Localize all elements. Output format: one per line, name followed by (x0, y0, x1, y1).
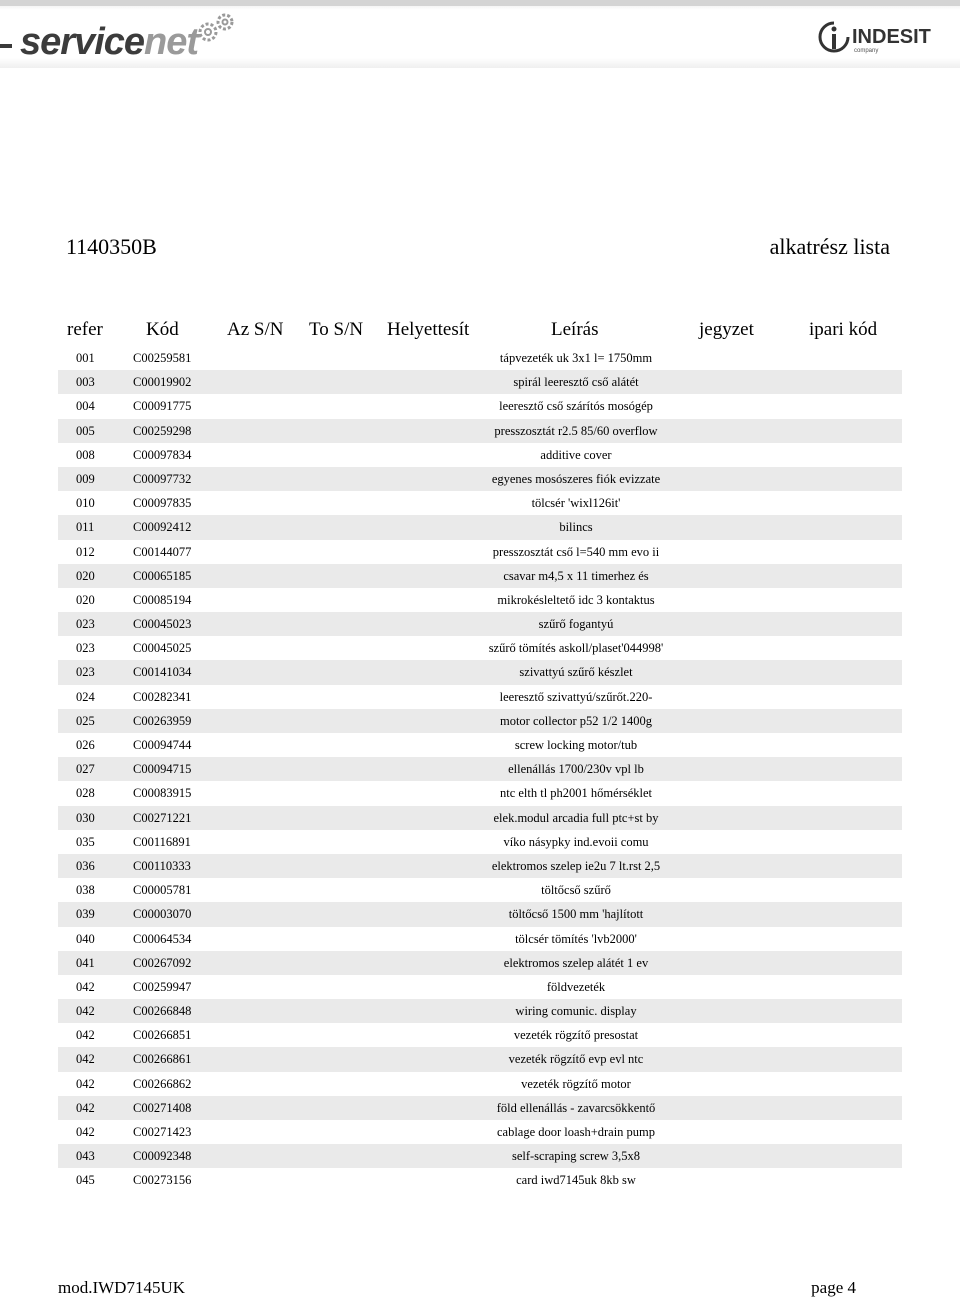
row-part-code: C00266851 (133, 1028, 192, 1043)
row-description: elektromos szelep alátét 1 ev (503, 955, 649, 970)
row-ref: 030 (76, 810, 95, 825)
row-part-code: C00141034 (133, 665, 192, 680)
row-ref: 025 (76, 713, 95, 728)
table-row (58, 709, 902, 733)
row-description: presszosztát r2.5 85/60 overflow (494, 423, 658, 438)
row-part-code: C00271221 (133, 810, 192, 825)
row-description: föld ellenállás - zavarcsökkentő (496, 1100, 656, 1115)
row-description: szűrő tömítés askoll/plaset'044998' (488, 641, 664, 656)
row-part-code: C00045023 (133, 617, 192, 632)
row-ref: 040 (76, 931, 95, 946)
servicenet-logo (20, 14, 198, 64)
page-number: page 4 (811, 1278, 856, 1297)
row-ref: 010 (76, 496, 95, 511)
row-part-code: C00259581 (133, 351, 192, 365)
header-banner (0, 0, 960, 68)
row-ref: 005 (76, 423, 95, 438)
table-row (58, 346, 902, 370)
row-description: vezeték rögzítő motor (521, 1076, 631, 1091)
row-description: töltőcső szűrő (541, 883, 611, 898)
col-header-ipari-kod: ipari kód (809, 319, 878, 340)
table-row (58, 394, 902, 418)
indesit-mark-icon (818, 20, 850, 56)
col-header-kod: Kód (146, 319, 179, 340)
table-row (58, 854, 902, 878)
row-part-code: C00003070 (133, 907, 192, 922)
table-row (58, 1120, 902, 1144)
row-description: bilincs (559, 520, 593, 535)
row-part-code: C00045025 (133, 641, 192, 656)
row-ref: 042 (76, 1100, 95, 1115)
col-header-helyettesit: Helyettesít (387, 319, 470, 340)
banner-dash (0, 44, 12, 48)
row-ref: 042 (76, 1125, 95, 1139)
row-description: töltőcső 1500 mm 'hajlított (508, 907, 644, 922)
row-description: mikrokésleltető idc 3 kontaktus (497, 592, 655, 607)
logo-text-net: net (144, 21, 199, 63)
table-row (58, 491, 902, 515)
row-part-code: C00005781 (133, 883, 192, 898)
table-row (58, 830, 902, 854)
row-ref: 026 (76, 738, 95, 752)
row-ref: 023 (76, 617, 95, 632)
banner-top-line (0, 0, 960, 6)
row-description: vezeték rögzítő presostat (513, 1028, 639, 1043)
table-row (58, 419, 902, 443)
table-row (58, 951, 902, 975)
table-row (58, 685, 902, 709)
row-ref: 024 (76, 689, 95, 704)
row-ref: 045 (76, 1173, 95, 1188)
row-part-code: C00064534 (133, 931, 192, 946)
table-row (58, 515, 902, 539)
table-row (58, 636, 902, 660)
row-ref: 003 (76, 375, 95, 390)
row-part-code: C00092412 (133, 520, 192, 535)
row-part-code: C00273156 (133, 1173, 192, 1188)
row-description: additive cover (540, 447, 612, 462)
table-row (58, 878, 902, 902)
row-part-code: C00259947 (133, 979, 192, 994)
row-description: ntc elth tl ph2001 hőmérséklet (499, 786, 653, 801)
table-row (58, 806, 902, 830)
row-part-code: C00259298 (133, 423, 192, 438)
table-row (58, 781, 902, 805)
row-description: elek.modul arcadia full ptc+st by (493, 810, 659, 825)
row-description: tölcsér tömítés 'lvb2000' (515, 931, 637, 946)
row-part-code: C00097835 (133, 496, 192, 511)
row-part-code: C00065185 (133, 568, 192, 583)
row-description: screw locking motor/tub (514, 738, 638, 752)
table-row (58, 588, 902, 612)
table-row (58, 999, 902, 1023)
row-description: motor collector p52 1/2 1400g (499, 713, 653, 728)
row-description: leeresztő szivattyú/szűrőt.220- (499, 689, 653, 704)
row-part-code: C00097834 (133, 447, 192, 462)
table-row (58, 612, 902, 636)
row-ref: 039 (76, 907, 95, 922)
row-description: wiring comunic. display (515, 1004, 637, 1019)
row-description: presszosztát cső l=540 mm evo ii (492, 544, 660, 559)
row-part-code: C00266862 (133, 1076, 192, 1091)
row-part-code: C00083915 (133, 786, 192, 801)
row-ref: 009 (76, 471, 95, 486)
col-header-leiras: Leírás (551, 319, 599, 340)
row-description: ellenállás 1700/230v vpl lb (508, 762, 644, 777)
row-description: spirál leeresztő cső alátét (513, 375, 639, 390)
row-description: card iwd7145uk 8kb sw (516, 1173, 636, 1188)
col-header-jegyzet: jegyzet (699, 319, 754, 340)
row-ref: 012 (76, 544, 95, 559)
row-description: csavar m4,5 x 11 timerhez és (503, 568, 649, 583)
model-label: mod.IWD7145UK (58, 1278, 186, 1297)
row-ref: 020 (76, 568, 95, 583)
row-part-code: C00271408 (133, 1100, 192, 1115)
row-ref: 038 (76, 883, 95, 898)
row-part-code: C00091775 (133, 399, 192, 414)
row-ref: 023 (76, 641, 95, 656)
table-row (58, 467, 902, 491)
row-description: földvezeték (546, 979, 606, 994)
indesit-wordmark: INDESIT (852, 26, 931, 48)
col-header-to-sn: To S/N (309, 319, 364, 340)
row-ref: 041 (76, 955, 95, 970)
table-row (58, 902, 902, 926)
row-ref: 042 (76, 979, 95, 994)
row-ref: 042 (76, 1052, 95, 1067)
row-ref: 001 (76, 351, 95, 365)
table-row (58, 660, 902, 684)
row-ref: 027 (76, 762, 95, 777)
row-ref: 036 (76, 858, 95, 873)
table-row (58, 1096, 902, 1120)
row-ref: 042 (76, 1076, 95, 1091)
row-ref: 042 (76, 1004, 95, 1019)
row-part-code: C00282341 (133, 689, 192, 704)
table-row (58, 370, 902, 394)
table-row (58, 1144, 902, 1168)
row-description: self-scraping screw 3,5x8 (511, 1149, 641, 1164)
row-description: elektromos szelep ie2u 7 lt.rst 2,5 (491, 858, 661, 873)
row-ref: 028 (76, 786, 95, 801)
logo-text-service: service (20, 21, 145, 63)
gears-icon (196, 12, 238, 46)
table-row (58, 443, 902, 467)
row-part-code: C00144077 (133, 544, 192, 559)
indesit-company-label: company (854, 48, 879, 54)
document-id: 1140350B (66, 234, 157, 259)
row-description: víko násypky ind.evoii comu (503, 834, 649, 849)
row-ref: 008 (76, 447, 95, 462)
row-part-code: C00116891 (133, 834, 191, 849)
row-description: szűrő fogantyú (538, 617, 614, 632)
table-row (58, 1072, 902, 1096)
col-header-az-sn: Az S/N (227, 319, 284, 340)
table-row (58, 757, 902, 781)
parts-table (58, 346, 902, 1193)
row-description: egyenes mosószeres fiók evizzate (491, 471, 661, 486)
indesit-logo (818, 20, 940, 60)
row-part-code: C00085194 (133, 592, 192, 607)
row-part-code: C00263959 (133, 713, 192, 728)
row-ref: 023 (76, 665, 95, 680)
table-row (58, 975, 902, 999)
row-part-code: C00097732 (133, 471, 192, 486)
row-part-code: C00267092 (133, 955, 192, 970)
table-row (58, 1168, 902, 1192)
row-ref: 042 (76, 1028, 95, 1043)
row-part-code: C00271423 (133, 1125, 192, 1139)
table-row (58, 927, 902, 951)
row-description: tölcsér 'wixl126it' (531, 496, 621, 511)
table-row (58, 540, 902, 564)
row-part-code: C00266861 (133, 1052, 192, 1067)
row-ref: 011 (76, 520, 95, 535)
row-description: cablage door loash+drain pump (496, 1125, 656, 1139)
row-part-code: C00092348 (133, 1149, 192, 1164)
row-part-code: C00110333 (133, 858, 191, 873)
row-ref: 035 (76, 834, 95, 849)
row-ref: 020 (76, 592, 95, 607)
row-description: vezeték rögzítő evp evl ntc (508, 1052, 644, 1067)
row-part-code: C00019902 (133, 375, 192, 390)
row-part-code: C00266848 (133, 1004, 192, 1019)
row-part-code: C00094744 (133, 738, 192, 752)
row-description: tápvezeték uk 3x1 l= 1750mm (499, 351, 653, 365)
row-ref: 043 (76, 1149, 95, 1164)
row-description: szivattyú szűrő készlet (519, 665, 633, 680)
col-header-refer: refer (67, 319, 103, 340)
table-row (58, 564, 902, 588)
row-description: leeresztő cső szárítós mosógép (499, 399, 653, 414)
table-row (58, 1023, 902, 1047)
document-type: alkatrész lista (769, 234, 890, 259)
table-row (58, 1047, 902, 1071)
row-ref: 004 (76, 399, 95, 414)
table-row (58, 733, 902, 757)
row-part-code: C00094715 (133, 762, 192, 777)
